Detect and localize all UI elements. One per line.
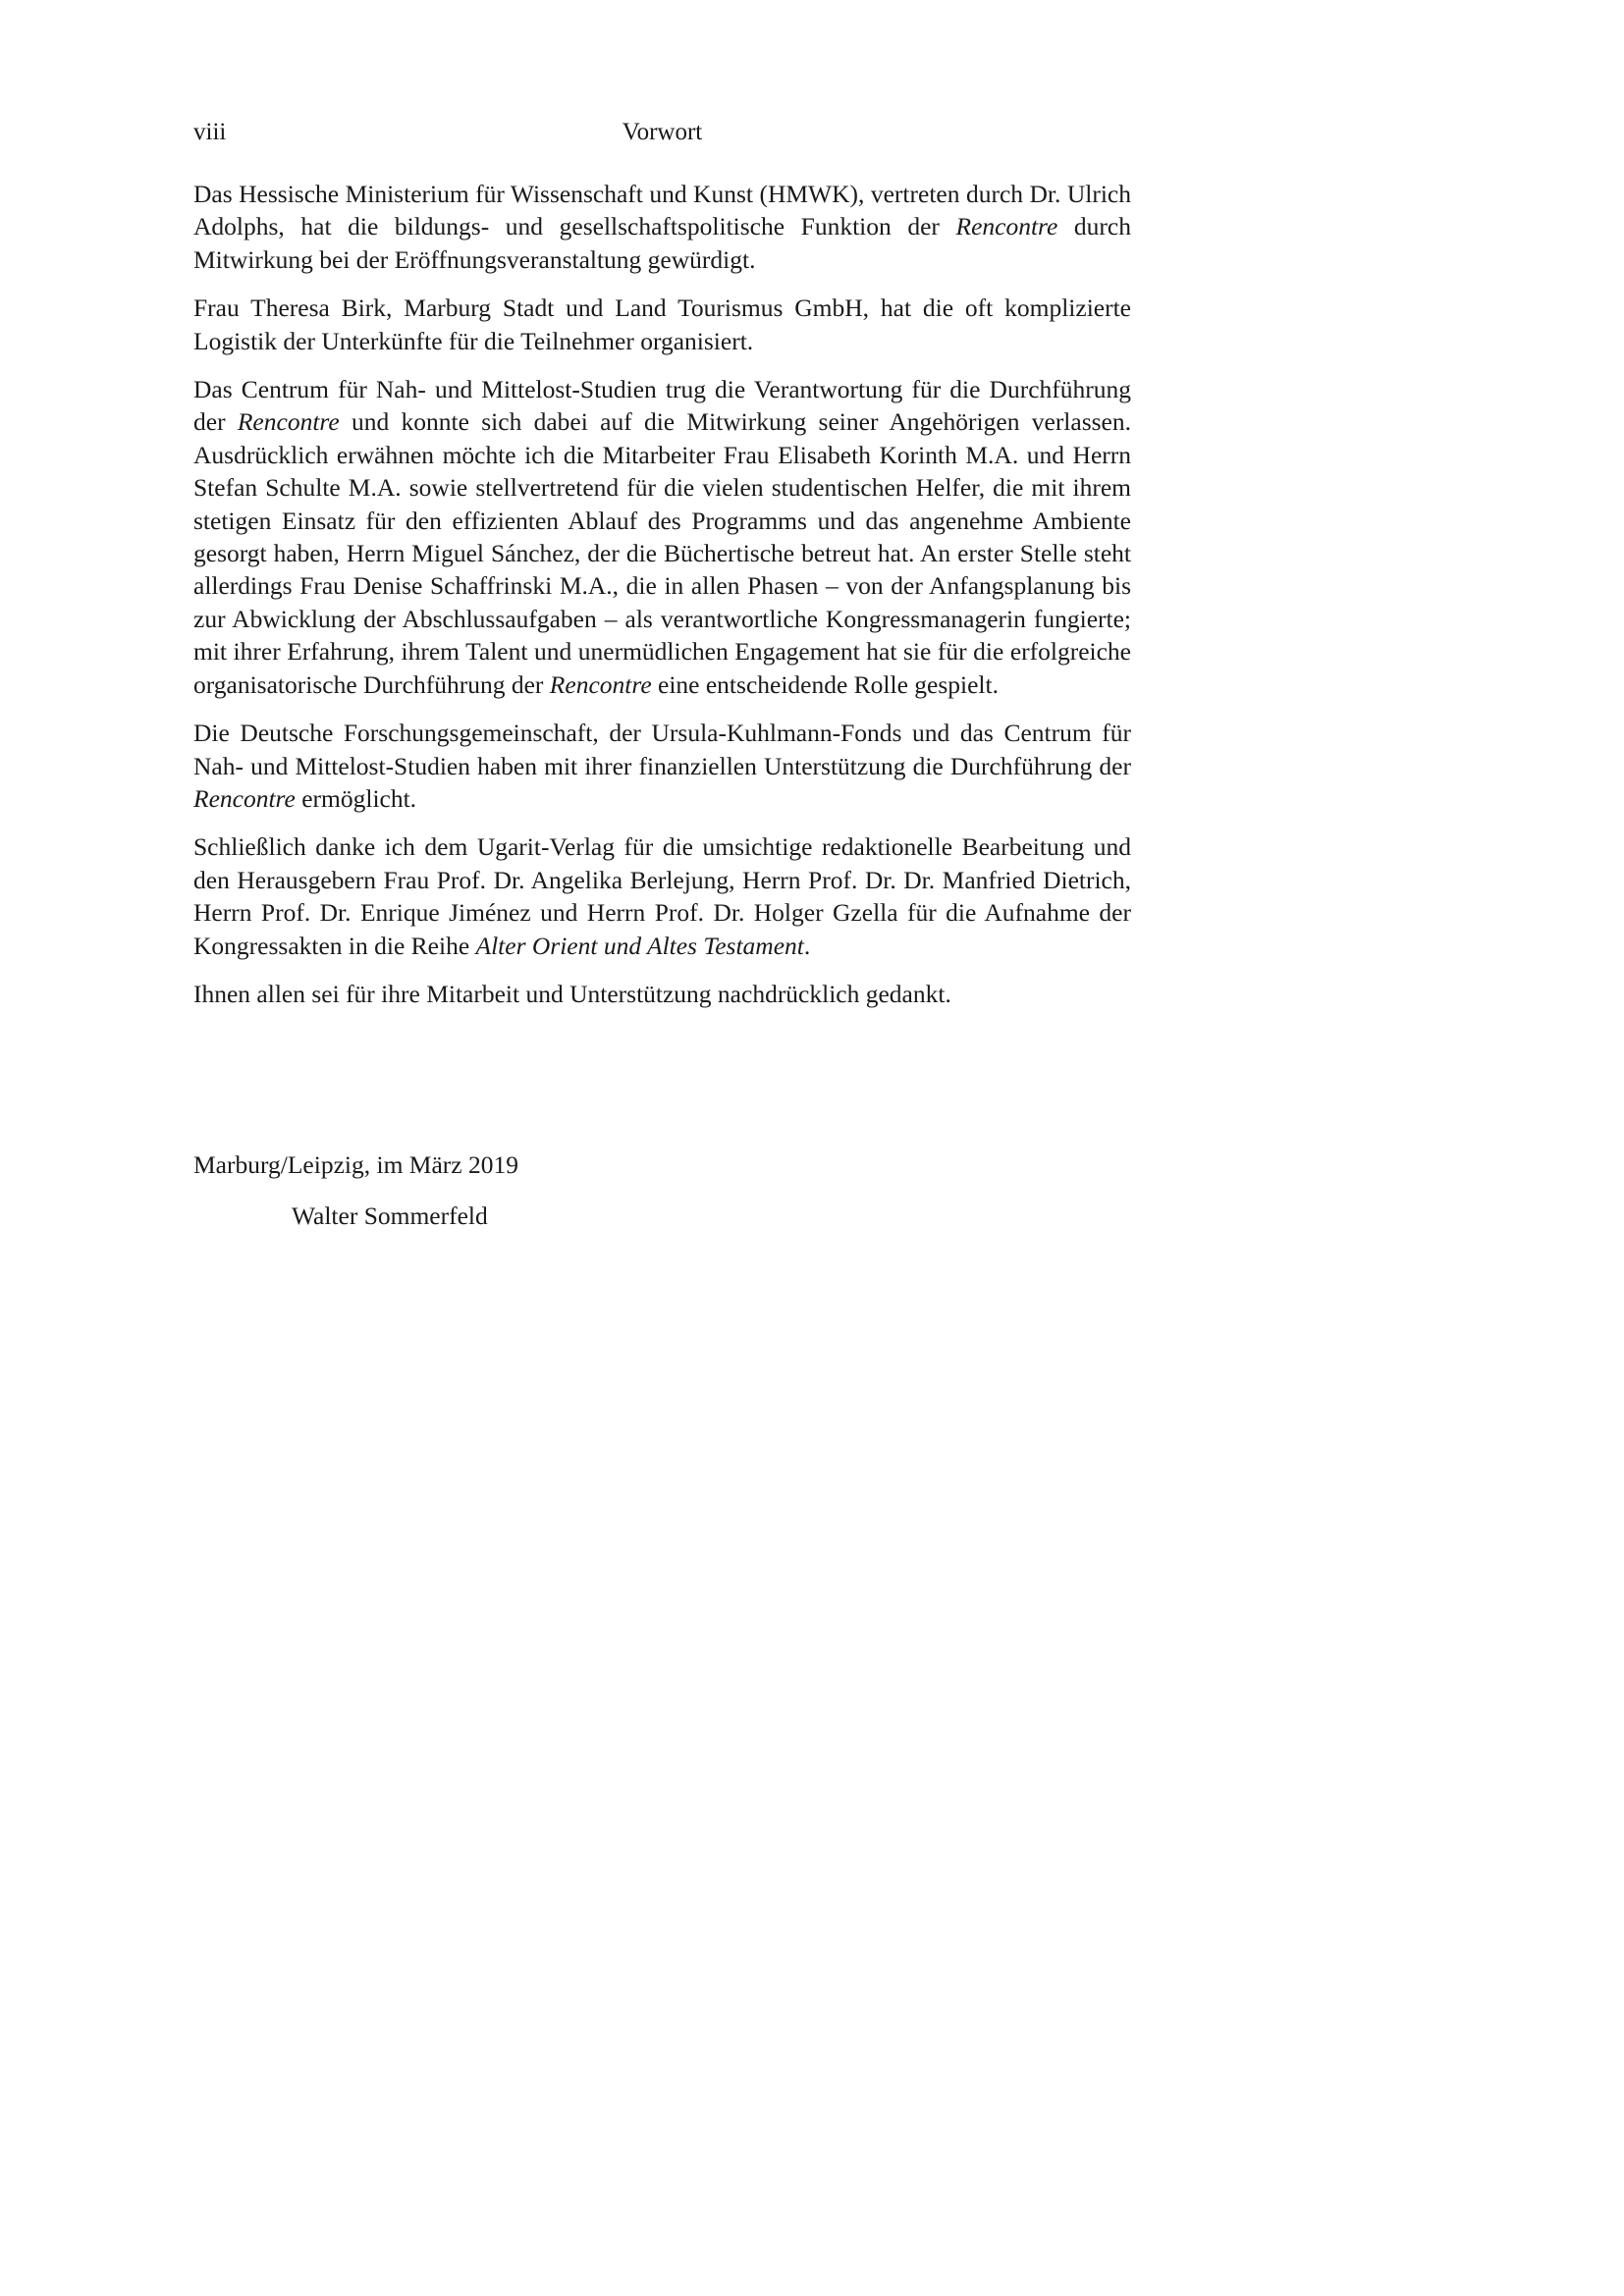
paragraph-verlag — [193, 830, 1131, 962]
italic-title: Rencontre — [193, 783, 296, 813]
paragraph-text: ermöglicht. — [295, 783, 417, 813]
body-text — [193, 178, 1131, 1026]
paragraph-text: Schließlich danke ich dem Ugarit-Verlag für die umsichtige redaktionelle Bearbeitung und den Herausgebern Frau Prof. Dr. Angelika Berlejung, Herrn Prof. Dr. Dr. Manfried Dietrich, Herrn Prof. Dr. Enrique Jiménez und Herrn Prof. Dr. Holger Gzella für die Aufnahme der Kongressakten in die Reihe — [193, 832, 1131, 960]
paragraph-hmwk — [193, 178, 1131, 276]
place-date: Marburg/Leipzig, im März 2019 — [193, 1150, 518, 1179]
paragraph-text: Ihnen allen sei für ihre Mitarbeit und Unterstützung nachdrücklich gedankt. — [193, 979, 951, 1008]
paragraph-text: Das Centrum für Nah- und Mittelost-Studien trug die Verantwortung für die Durchführung der — [193, 375, 1131, 437]
paragraph-text: durch Mitwirkung bei der Eröffnungsveranstaltung gewürdigt. — [193, 212, 1131, 274]
running-title: Vorwort — [622, 119, 703, 145]
paragraph-tourismus — [193, 292, 1131, 357]
paragraph-centrum — [193, 373, 1131, 701]
paragraph-text: Das Hessische Ministerium für Wissenschaft und Kunst (HMWK), vertreten durch Dr. Ulrich Adolphs, hat die bildungs- und gesellschaftspolitische Funktion der — [193, 180, 1131, 241]
italic-title: Rencontre — [237, 407, 340, 437]
italic-title: Rencontre — [955, 212, 1058, 241]
running-head — [193, 116, 1131, 149]
italic-title: Rencontre — [549, 669, 652, 699]
paragraph-thanks — [193, 978, 1131, 1010]
paragraph-text: und konnte sich dabei auf die Mitwirkung seiner Angehörigen verlassen. Ausdrücklich erwähnen möchte ich die Mitarbeiter Frau Elisabeth Korinth M.A. und Herrn Stefan Schulte M.A. sowie stellvertretend für die vielen studentischen Helfer, die mit ihrem stetigen Einsatz für den effizienten Ablauf des Programms und das angenehme Ambiente gesorgt haben, Herrn Miguel Sánchez, der die Büchertische betreut hat. An erster Stelle steht allerdings Frau Denise Schaffrinski M.A., die in allen Phasen – von der Anfangsplanung bis zur Abwicklung der Abschlussaufgaben – als verantwortliche Kongressmanagerin fungierte; mit ihrer Erfahrung, ihrem Talent und unermüdlichen Engagement hat sie für die erfolgreiche organisatorische Durchführung der — [193, 407, 1132, 699]
paragraph-text: eine entscheidende Rolle gespielt. — [651, 669, 999, 699]
paragraph-text: Die Deutsche Forschungsgemeinschaft, der Ursula-Kuhlmann-Fonds und das Centrum für Nah- und Mittelost-Studien haben mit ihrer finanziellen Unterstützung die Durchführung der — [193, 719, 1131, 780]
page-number: viii — [193, 119, 227, 145]
italic-series-title: Alter Orient und Altes Testament — [475, 931, 804, 960]
paragraph-text: . — [803, 931, 811, 960]
paragraph-text: Frau Theresa Birk, Marburg Stadt und Land Tourismus GmbH, hat die oft komplizierte Logistik der Unterkünfte für die Teilnehmer organisiert. — [193, 294, 1131, 355]
signature-name: Walter Sommerfeld — [292, 1201, 488, 1230]
paragraph-funding — [193, 717, 1131, 815]
